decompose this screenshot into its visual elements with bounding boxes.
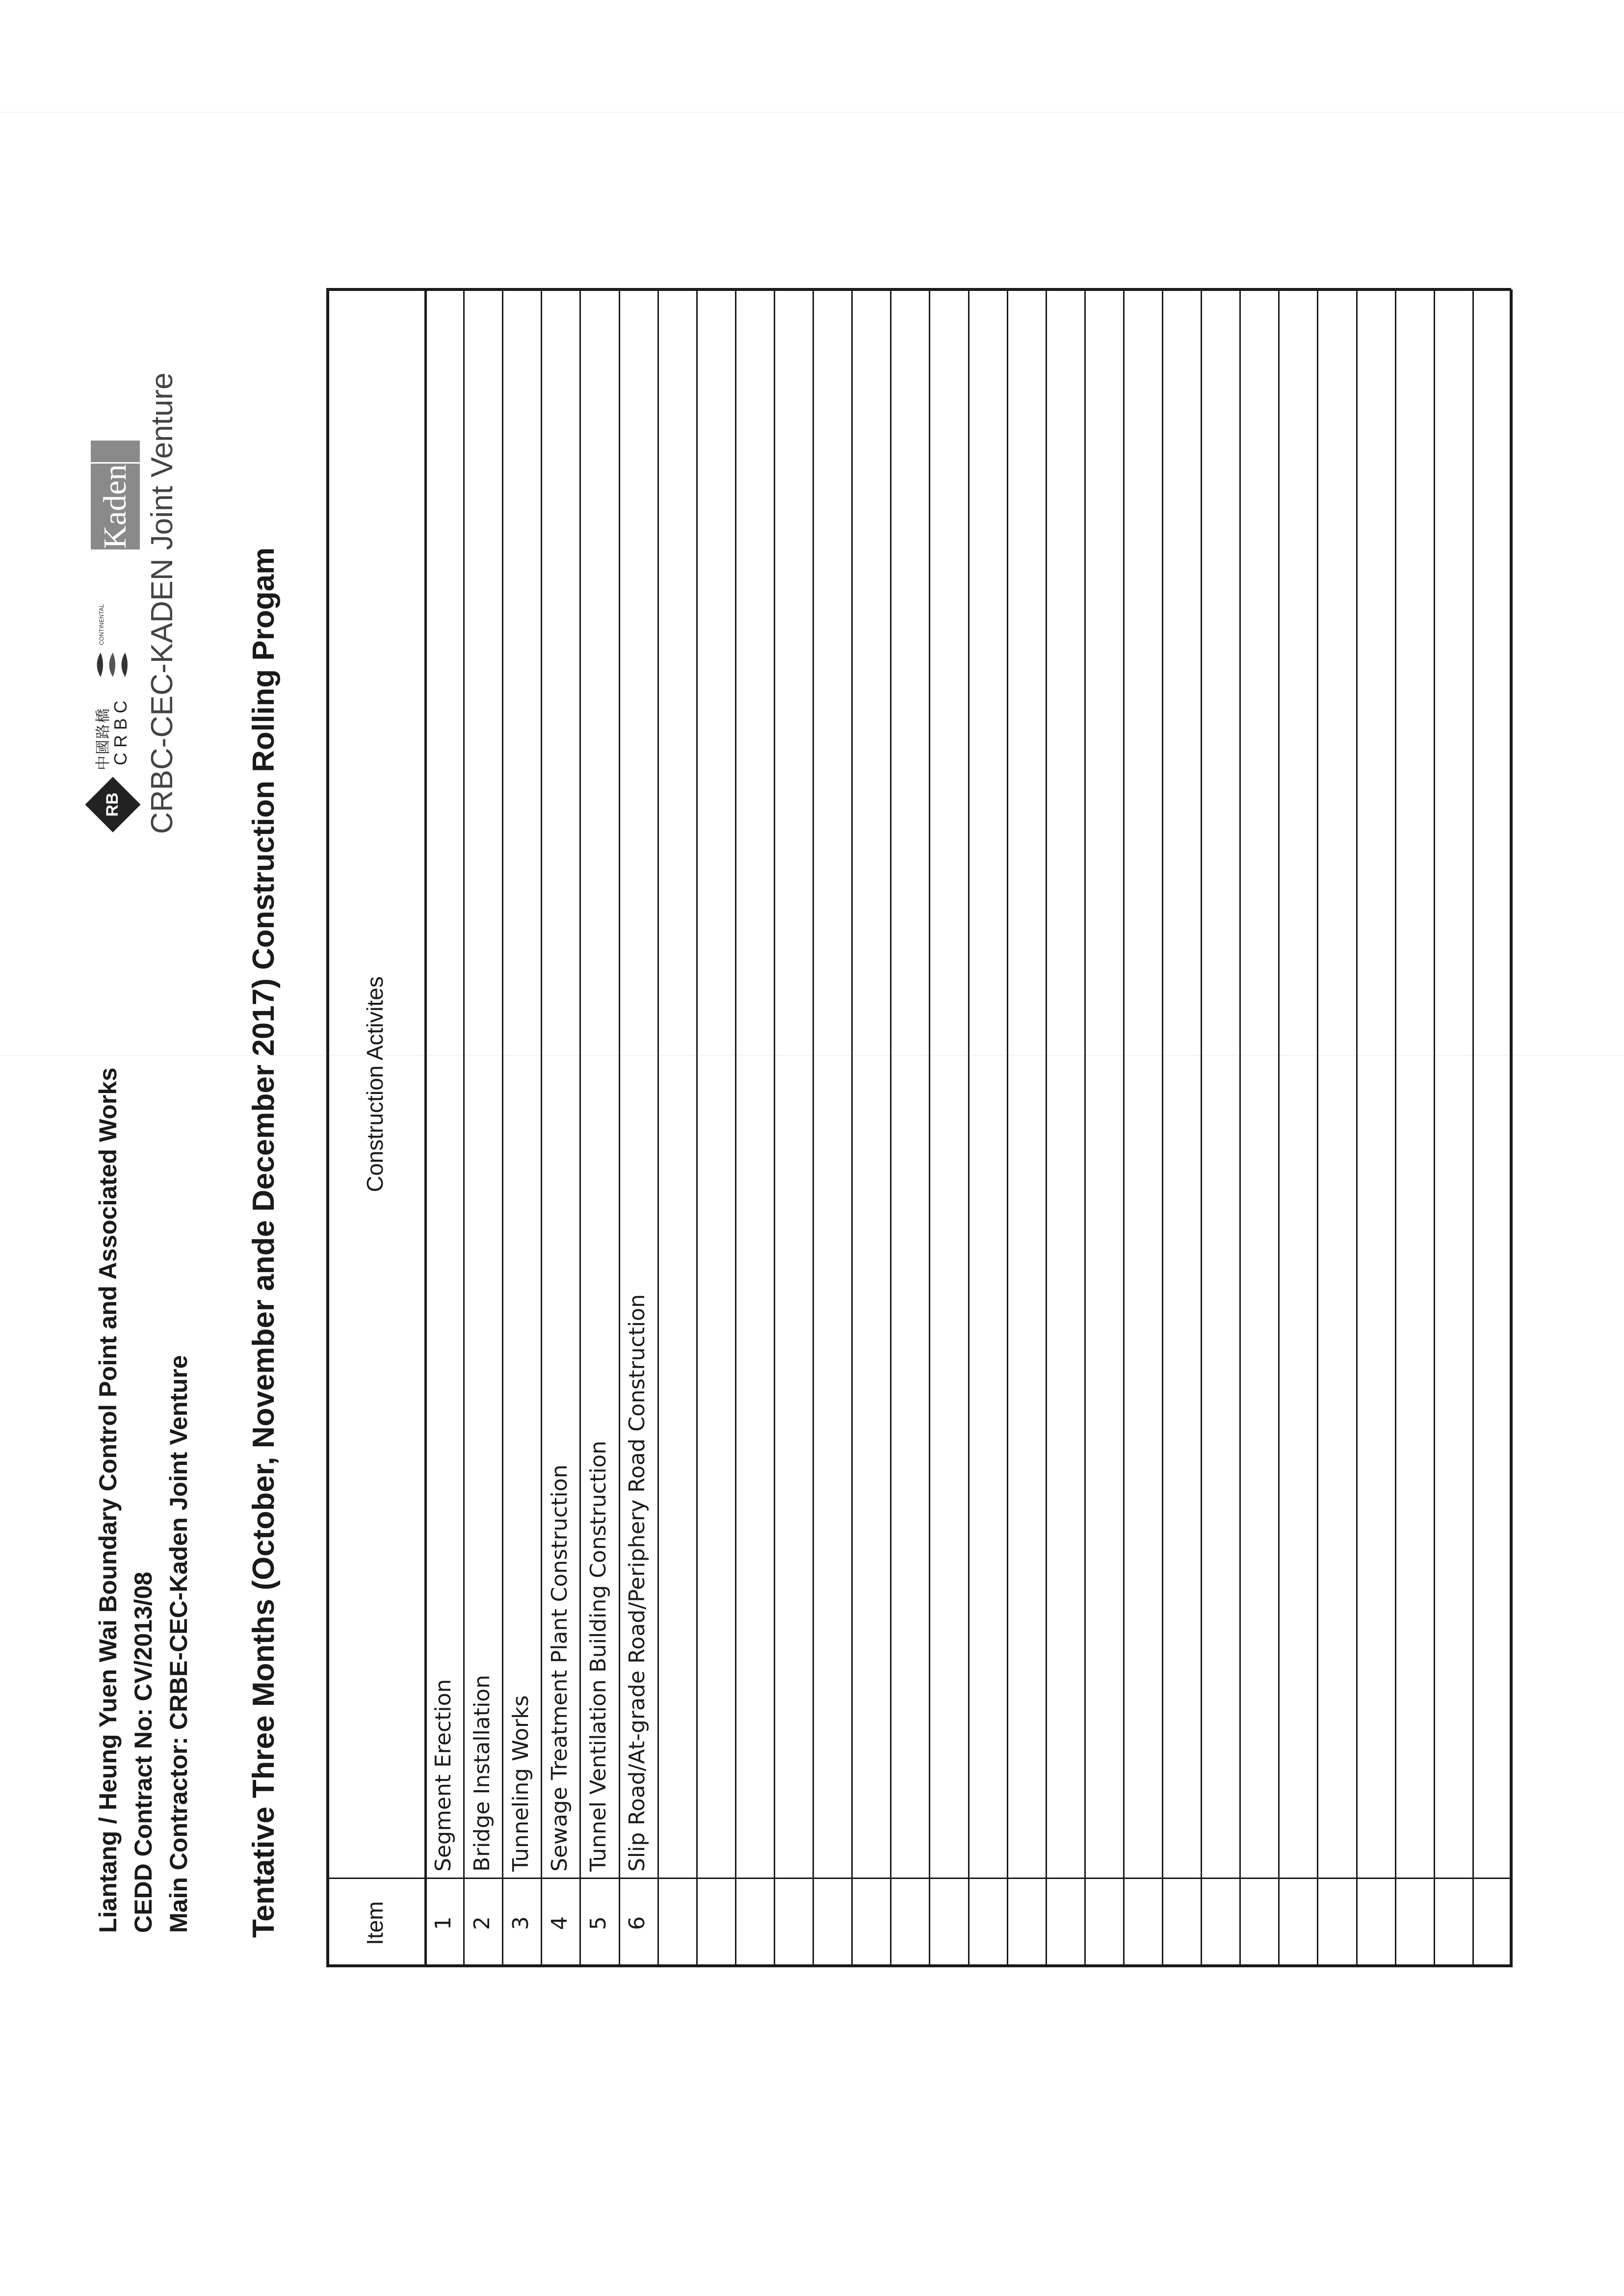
row-divider xyxy=(1239,289,1241,1967)
item-number: 5 xyxy=(585,1916,611,1930)
table-row xyxy=(1007,289,1046,1967)
item-number: 6 xyxy=(625,1916,650,1930)
table-row xyxy=(929,289,968,1967)
table-row xyxy=(1201,289,1239,1967)
cec-swirl-icon xyxy=(91,648,135,682)
main-contractor: Main Contractor: CRBE-CEC-Kaden Joint Venture xyxy=(165,1355,192,1933)
rolling-program-table xyxy=(326,289,1511,1967)
row-divider xyxy=(657,289,659,1967)
table-row xyxy=(1317,289,1356,1967)
row-divider xyxy=(696,289,698,1967)
table-row xyxy=(890,289,929,1967)
row-divider xyxy=(968,289,969,1967)
item-number: 4 xyxy=(547,1916,572,1930)
item-number: 1 xyxy=(430,1916,456,1930)
row-divider xyxy=(812,289,814,1967)
row-divider xyxy=(541,289,542,1967)
row-divider xyxy=(1278,289,1280,1967)
table-row xyxy=(1239,289,1278,1967)
table-row xyxy=(1278,289,1317,1967)
row-divider xyxy=(502,289,503,1967)
activity-name: Slip Road/At-grade Road/Periphery Road Construction xyxy=(625,1294,650,1872)
activity-name: Segment Erection xyxy=(430,1679,456,1872)
row-divider xyxy=(929,289,930,1967)
header-construction-activities: Construction Activites xyxy=(362,976,388,1192)
table-row xyxy=(1395,289,1434,1967)
table-row xyxy=(541,289,579,1967)
activity-name: Bridge Installation xyxy=(469,1674,495,1872)
table-row xyxy=(812,289,851,1967)
row-divider xyxy=(851,289,853,1967)
table-row xyxy=(851,289,890,1967)
activity-name: Tunneling Works xyxy=(508,1695,533,1872)
row-divider xyxy=(1201,289,1202,1967)
crbc-logo-chinese: 中國路橋 xyxy=(95,707,112,770)
table-row xyxy=(502,289,541,1967)
table-row xyxy=(1084,289,1123,1967)
table-row xyxy=(1472,289,1511,1967)
table-row xyxy=(735,289,774,1967)
row-divider xyxy=(1395,289,1396,1967)
kaden-logo: Kaden xyxy=(91,464,140,549)
table-row xyxy=(657,289,696,1967)
row-divider xyxy=(579,289,581,1967)
row-divider xyxy=(619,289,620,1967)
table-row xyxy=(1162,289,1201,1967)
row-divider xyxy=(1084,289,1086,1967)
row-divider xyxy=(1356,289,1358,1967)
table-row xyxy=(774,289,812,1967)
row-divider xyxy=(1123,289,1125,1967)
table-border-top xyxy=(326,289,329,1967)
row-divider xyxy=(1434,289,1435,1967)
project-title: Liantang / Heung Yuen Wai Boundary Control Point and Associated Works xyxy=(94,1067,122,1933)
table-row xyxy=(579,289,618,1967)
row-divider xyxy=(735,289,736,1967)
table-row xyxy=(968,289,1007,1967)
table-row xyxy=(619,289,657,1967)
row-divider xyxy=(1162,289,1163,1967)
crbc-logo-text: CRBC xyxy=(110,695,131,765)
row-divider xyxy=(463,289,465,1967)
row-divider xyxy=(1317,289,1318,1967)
company-logos xyxy=(91,98,218,834)
header-item: Item xyxy=(362,1901,388,1945)
table-row xyxy=(424,289,463,1967)
row-divider xyxy=(1046,289,1047,1967)
row-divider xyxy=(774,289,775,1967)
table-row xyxy=(1356,289,1395,1967)
document-title: Tentative Three Months (October, November ande December 2017) Construction Rolling Progam xyxy=(247,547,281,1938)
joint-venture-name: CRBC-CEC-KADEN Joint Venture xyxy=(145,372,179,834)
row-divider xyxy=(890,289,891,1967)
table-row xyxy=(696,289,735,1967)
table-row xyxy=(1434,289,1472,1967)
table-row xyxy=(1123,289,1162,1967)
kaden-logo-side-icon xyxy=(91,441,140,462)
row-divider xyxy=(1007,289,1008,1967)
table-row xyxy=(463,289,502,1967)
table-row xyxy=(1046,289,1084,1967)
item-number: 3 xyxy=(508,1916,533,1930)
activity-name: Tunnel Ventilation Building Construction xyxy=(585,1440,611,1872)
rb-logo-text: RB xyxy=(103,792,122,817)
cec-logo-text: CONTINENTAL xyxy=(98,604,105,645)
activity-name: Sewage Treatment Plant Construction xyxy=(547,1464,572,1872)
item-number: 2 xyxy=(469,1916,495,1930)
contract-number: CEDD Contract No: CV/2013/08 xyxy=(130,1571,157,1933)
row-divider xyxy=(1472,289,1474,1967)
